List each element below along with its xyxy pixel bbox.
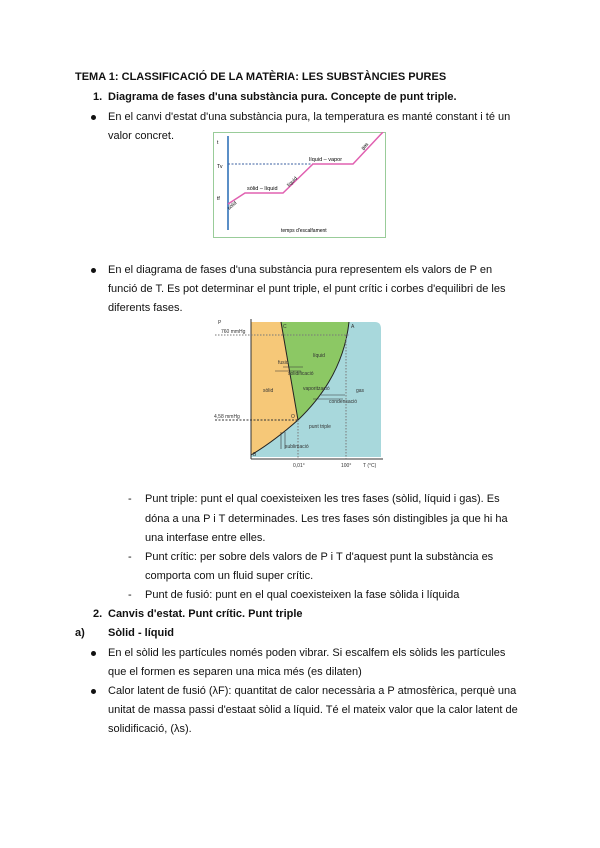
vaporitzacio-label: vaporització [303, 386, 330, 392]
section-1-heading: Diagrama de fases d'una substància pura. Concepte de punt triple. [108, 91, 457, 103]
dash-marker: - [128, 551, 132, 563]
definition-line: una interfase entre elles. [145, 532, 266, 544]
solid-label: sòlid [226, 200, 239, 212]
t100-label: 100° [341, 463, 352, 469]
section-2-number: 2. [93, 608, 103, 620]
bullet-icon [91, 651, 96, 656]
definition-line: Punt crític: per sobre dels valors de P i T d'aquest punt la substància es [145, 551, 494, 563]
liquid-label: líquid [286, 175, 299, 189]
x-axis-label: temps d'escalfament [281, 228, 327, 234]
paragraph-line: unitat de massa passi d'estaat sòlid a líquid. Té el mateix valor que la calor latent de [108, 704, 518, 716]
paragraph-line: Calor latent de fusió (λF): quantitat de calor necessària a P atmosfèrica, perquè una [108, 685, 517, 697]
section-1-number: 1. [93, 91, 103, 103]
paragraph-line: valor concret. [108, 130, 175, 142]
subsection-a-heading: Sòlid - líquid [108, 627, 174, 639]
a-label: A [351, 324, 355, 330]
dash-marker: - [128, 493, 132, 505]
paragraph-line: En el canvi d'estat d'una substància pura, la temperatura es manté constant i té un [108, 111, 511, 123]
bullet-icon [91, 268, 96, 273]
figure-border [214, 133, 386, 238]
fusio-label: fusió [278, 360, 289, 366]
paragraph-line: funció de T. Es pot determinar el punt triple, el punt crític i corbes d'equilibri de les [108, 283, 506, 295]
t001-label: 0,01° [293, 463, 305, 469]
paragraph-line: diferents fases. [108, 302, 183, 314]
paragraph-line: En el diagrama de fases d'una substància pura representem els valors de P en [108, 264, 493, 276]
sublimacio-label: sublimació [285, 444, 309, 450]
p458-label: 4,58 mmHg [214, 414, 240, 420]
p-label: P [218, 320, 222, 326]
gas-label: gas [356, 388, 365, 394]
paragraph-line: En el sòlid les partícules només poden vibrar. Si escalfem els sòlids les partícules [108, 647, 506, 659]
gas-label: gas [360, 141, 371, 152]
tf-label: tf [217, 196, 220, 202]
subsection-a-number: a) [75, 627, 85, 639]
bullet-icon [91, 115, 96, 120]
section-2-heading: Canvis d'estat. Punt crític. Punt triple [108, 608, 303, 620]
c-label: C [283, 324, 287, 330]
bullet-icon [91, 689, 96, 694]
solid-label: sòlid [263, 388, 274, 394]
b-label: B [253, 452, 257, 458]
punt-triple-label: punt triple [309, 424, 331, 430]
dash-marker: - [128, 589, 132, 601]
definition-line: Punt de fusió: punt en el qual coexisteixen la fase sòlida i líquida [145, 589, 460, 601]
liquid-vapor-label: líquid – vapor [309, 157, 343, 163]
tv-label: Tv [217, 164, 223, 170]
p760-label: 760 mmHg [221, 329, 246, 335]
solid-liquid-label: sòlid – líquid [247, 186, 278, 192]
condensacio-label: condensació [329, 399, 358, 405]
o-label: O [291, 414, 295, 420]
paragraph-line: que el formen es separen una mica més (es dilaten) [108, 666, 362, 678]
definition-line: dóna a una P i T determinades. Les tres fases són distingibles ja que hi ha [145, 513, 508, 525]
document-title: TEMA 1: CLASSIFICACIÓ DE LA MATÈRIA: LES SUBSTÀNCIES PURES [75, 71, 447, 83]
solidificacio-label: solidificació [288, 371, 314, 377]
definition-line: Punt triple: punt el qual coexisteixen les tres fases (sòlid, líquid i gas). Es [145, 493, 500, 505]
t-axis-label: T (°C) [363, 463, 377, 469]
liquid-label: líquid [313, 353, 325, 359]
definition-line: comporta com un fluid super crític. [145, 570, 314, 582]
phase-diagram-figure [213, 317, 385, 470]
heating-curve-figure [213, 132, 386, 238]
paragraph-line: solidificació, (λs). [108, 723, 192, 735]
y-label: t [217, 140, 219, 146]
